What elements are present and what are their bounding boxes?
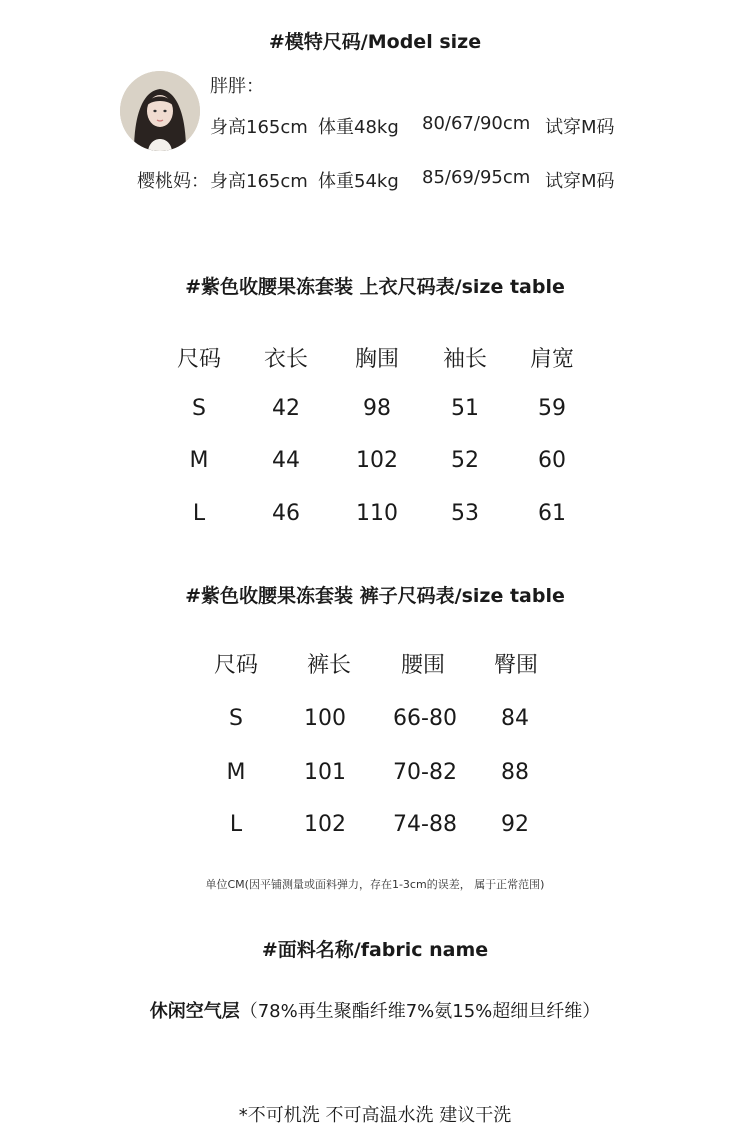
pants-table-title: #紫色收腰果冻套装 裤子尺码表/size table — [185, 585, 565, 607]
pants-row-s-size: S — [229, 706, 243, 731]
top-row-m-bust: 102 — [356, 448, 398, 473]
pants-row-m-length: 101 — [304, 760, 346, 785]
top-row-l-shoulder: 61 — [538, 501, 566, 526]
pants-row-l-hip: 92 — [501, 812, 529, 837]
pants-row-l-length: 102 — [304, 812, 346, 837]
fabric-line — [0, 997, 750, 1023]
top-row-s-shoulder: 59 — [538, 396, 566, 421]
top-header-size: 尺码 — [176, 347, 221, 372]
top-table-title: #紫色收腰果冻套装 上衣尺码表/size table — [185, 276, 565, 298]
top-row-m-shoulder: 60 — [538, 448, 566, 473]
model1-height: 身高165cm — [210, 117, 308, 138]
top-header-sleeve: 袖长 — [442, 347, 487, 372]
top-row-l-length: 46 — [272, 501, 300, 526]
pants-row-m-hip: 88 — [501, 760, 529, 785]
pants-row-m-waist: 70-82 — [393, 760, 457, 785]
model2-name: 樱桃妈： — [137, 171, 209, 192]
pants-row-s-length: 100 — [304, 706, 346, 731]
pants-header-size: 尺码 — [213, 653, 258, 678]
model-avatar-image — [120, 71, 200, 151]
model1-measurements: 80/67/90cm — [422, 113, 531, 134]
top-row-l-sleeve: 53 — [451, 501, 479, 526]
pants-header-length: 裤长 — [306, 653, 351, 678]
model1-size: 试穿M码 — [545, 117, 615, 138]
model2-weight: 体重54kg — [318, 171, 399, 192]
care-instructions: *不可机洗 不可高温水洗 建议干洗 — [238, 1105, 512, 1126]
model1-name: 胖胖： — [210, 76, 264, 97]
pants-row-l-waist: 74-88 — [393, 812, 457, 837]
model1-weight: 体重48kg — [318, 117, 399, 138]
top-row-m-length: 44 — [272, 448, 300, 473]
fabric-title: #面料名称/fabric name — [261, 939, 489, 961]
top-row-l-size: L — [192, 501, 206, 526]
top-row-s-size: S — [192, 396, 206, 421]
pants-header-hip: 臀围 — [493, 653, 538, 678]
pants-row-s-hip: 84 — [501, 706, 529, 731]
model2-measurements: 85/69/95cm — [422, 167, 531, 188]
top-row-l-bust: 110 — [356, 501, 398, 526]
pants-header-waist: 腰围 — [400, 653, 445, 678]
top-row-m-size: M — [189, 448, 209, 473]
fabric-name: 休闲空气层 — [149, 1001, 240, 1022]
model2-size: 试穿M码 — [545, 171, 615, 192]
unit-note: 单位CM(因平铺测量或面料弹力，存在1-3cm的误差， 属于正常范围) — [205, 878, 545, 891]
pants-row-m-size: M — [226, 760, 246, 785]
fabric-composition: （78%再生聚酯纤维7%氨15%超细旦纤维） — [239, 1001, 601, 1022]
top-row-s-length: 42 — [272, 396, 300, 421]
model2-height: 身高165cm — [210, 171, 308, 192]
top-header-bust: 胸围 — [354, 347, 399, 372]
top-row-m-sleeve: 52 — [451, 448, 479, 473]
top-row-s-sleeve: 51 — [451, 396, 479, 421]
model-avatar — [120, 71, 200, 151]
pants-row-s-waist: 66-80 — [393, 706, 457, 731]
model-size-title: #模特尺码/Model size — [268, 31, 482, 53]
top-row-s-bust: 98 — [363, 396, 391, 421]
top-header-length: 衣长 — [263, 347, 308, 372]
pants-row-l-size: L — [229, 812, 243, 837]
top-header-shoulder: 肩宽 — [529, 347, 574, 372]
